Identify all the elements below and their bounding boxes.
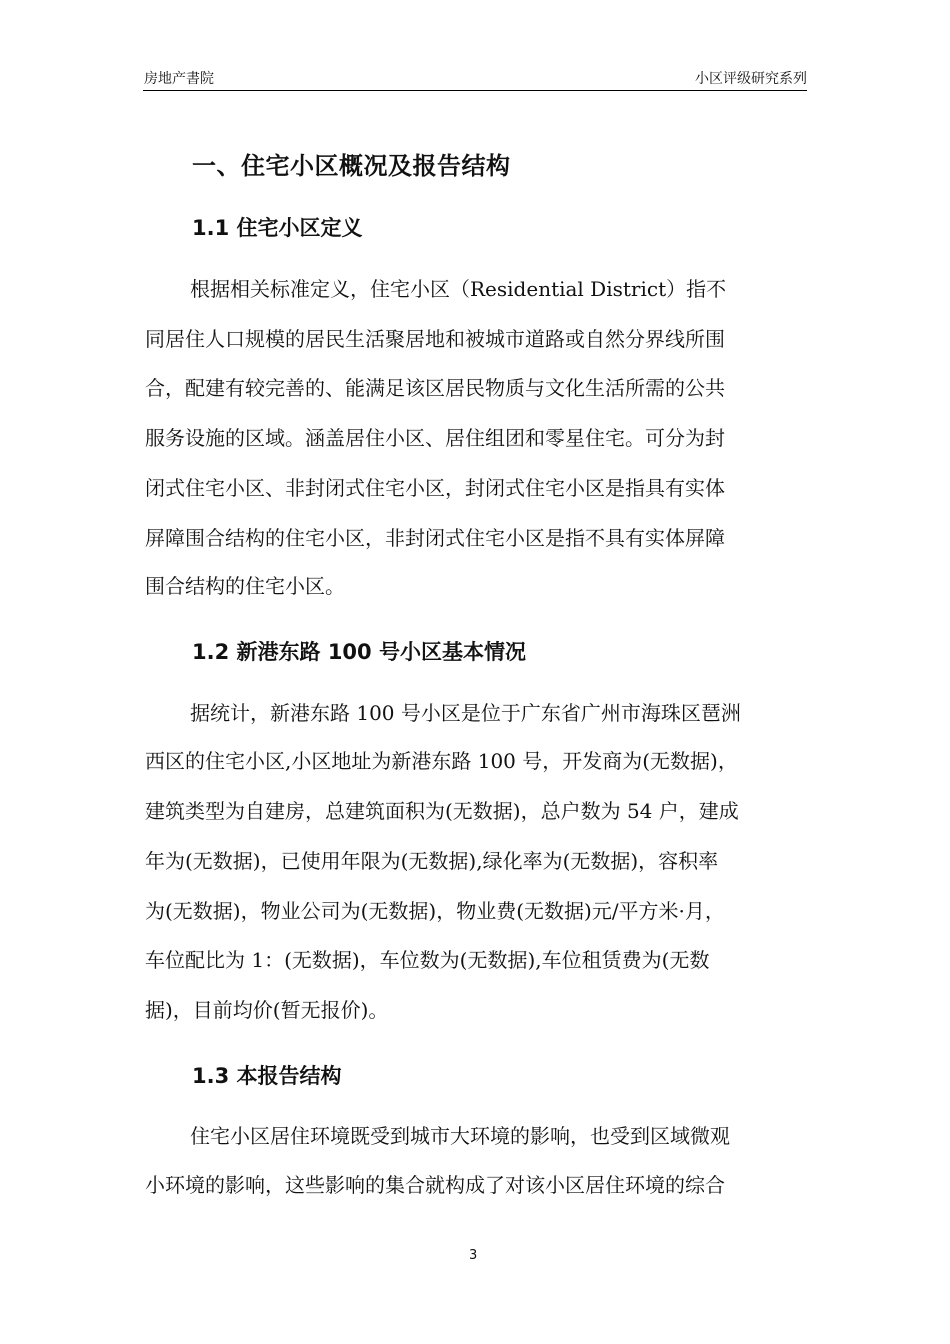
section-heading-1-3: 1.3 本报告结构 bbox=[192, 1064, 342, 1088]
paragraph-line: 小环境的影响，这些影响的集合就构成了对该小区居住环境的综合 bbox=[145, 1173, 725, 1197]
paragraph-line: 同居住人口规模的居民生活聚居地和被城市道路或自然分界线所围 bbox=[145, 327, 725, 351]
paragraph-line: 根据相关标准定义，住宅小区（Residential District）指不 bbox=[190, 277, 727, 301]
paragraph-line: 车位配比为 1：(无数据)，车位数为(无数据),车位租赁费为(无数 bbox=[145, 948, 710, 972]
page-number: 3 bbox=[469, 1248, 478, 1263]
paragraph-line: 西区的住宅小区,小区地址为新港东路 100 号，开发商为(无数据)， bbox=[145, 749, 738, 773]
header-publisher: 房地产書院 bbox=[144, 71, 214, 87]
paragraph-line: 服务设施的区域。涵盖居住小区、居住组团和零星住宅。可分为封 bbox=[145, 426, 725, 450]
paragraph-line: 合，配建有较完善的、能满足该区居民物质与文化生活所需的公共 bbox=[145, 376, 725, 400]
paragraph-line: 据)，目前均价(暂无报价)。 bbox=[145, 998, 389, 1022]
paragraph-line: 住宅小区居住环境既受到城市大环境的影响，也受到区域微观 bbox=[190, 1124, 730, 1148]
section-heading-1-2: 1.2 新港东路 100 号小区基本情况 bbox=[192, 640, 526, 664]
paragraph-line: 屏障围合结构的住宅小区，非封闭式住宅小区是指不具有实体屏障 bbox=[145, 526, 725, 550]
page-header bbox=[143, 62, 807, 91]
section-heading-1-1: 1.1 住宅小区定义 bbox=[192, 216, 363, 240]
paragraph-line: 建筑类型为自建房，总建筑面积为(无数据)，总户数为 54 户，建成 bbox=[145, 799, 739, 823]
paragraph-line: 围合结构的住宅小区。 bbox=[145, 574, 345, 598]
chapter-title: 一、住宅小区概况及报告结构 bbox=[192, 152, 511, 180]
paragraph-line: 年为(无数据)，已使用年限为(无数据),绿化率为(无数据)，容积率 bbox=[145, 849, 719, 873]
paragraph-line: 据统计，新港东路 100 号小区是位于广东省广州市海珠区琶洲 bbox=[190, 701, 741, 725]
paragraph-line: 为(无数据)，物业公司为(无数据)，物业费(无数据)元/平方米·月， bbox=[145, 899, 725, 923]
header-series: 小区评级研究系列 bbox=[695, 71, 807, 87]
paragraph-line: 闭式住宅小区、非封闭式住宅小区，封闭式住宅小区是指具有实体 bbox=[145, 476, 725, 500]
